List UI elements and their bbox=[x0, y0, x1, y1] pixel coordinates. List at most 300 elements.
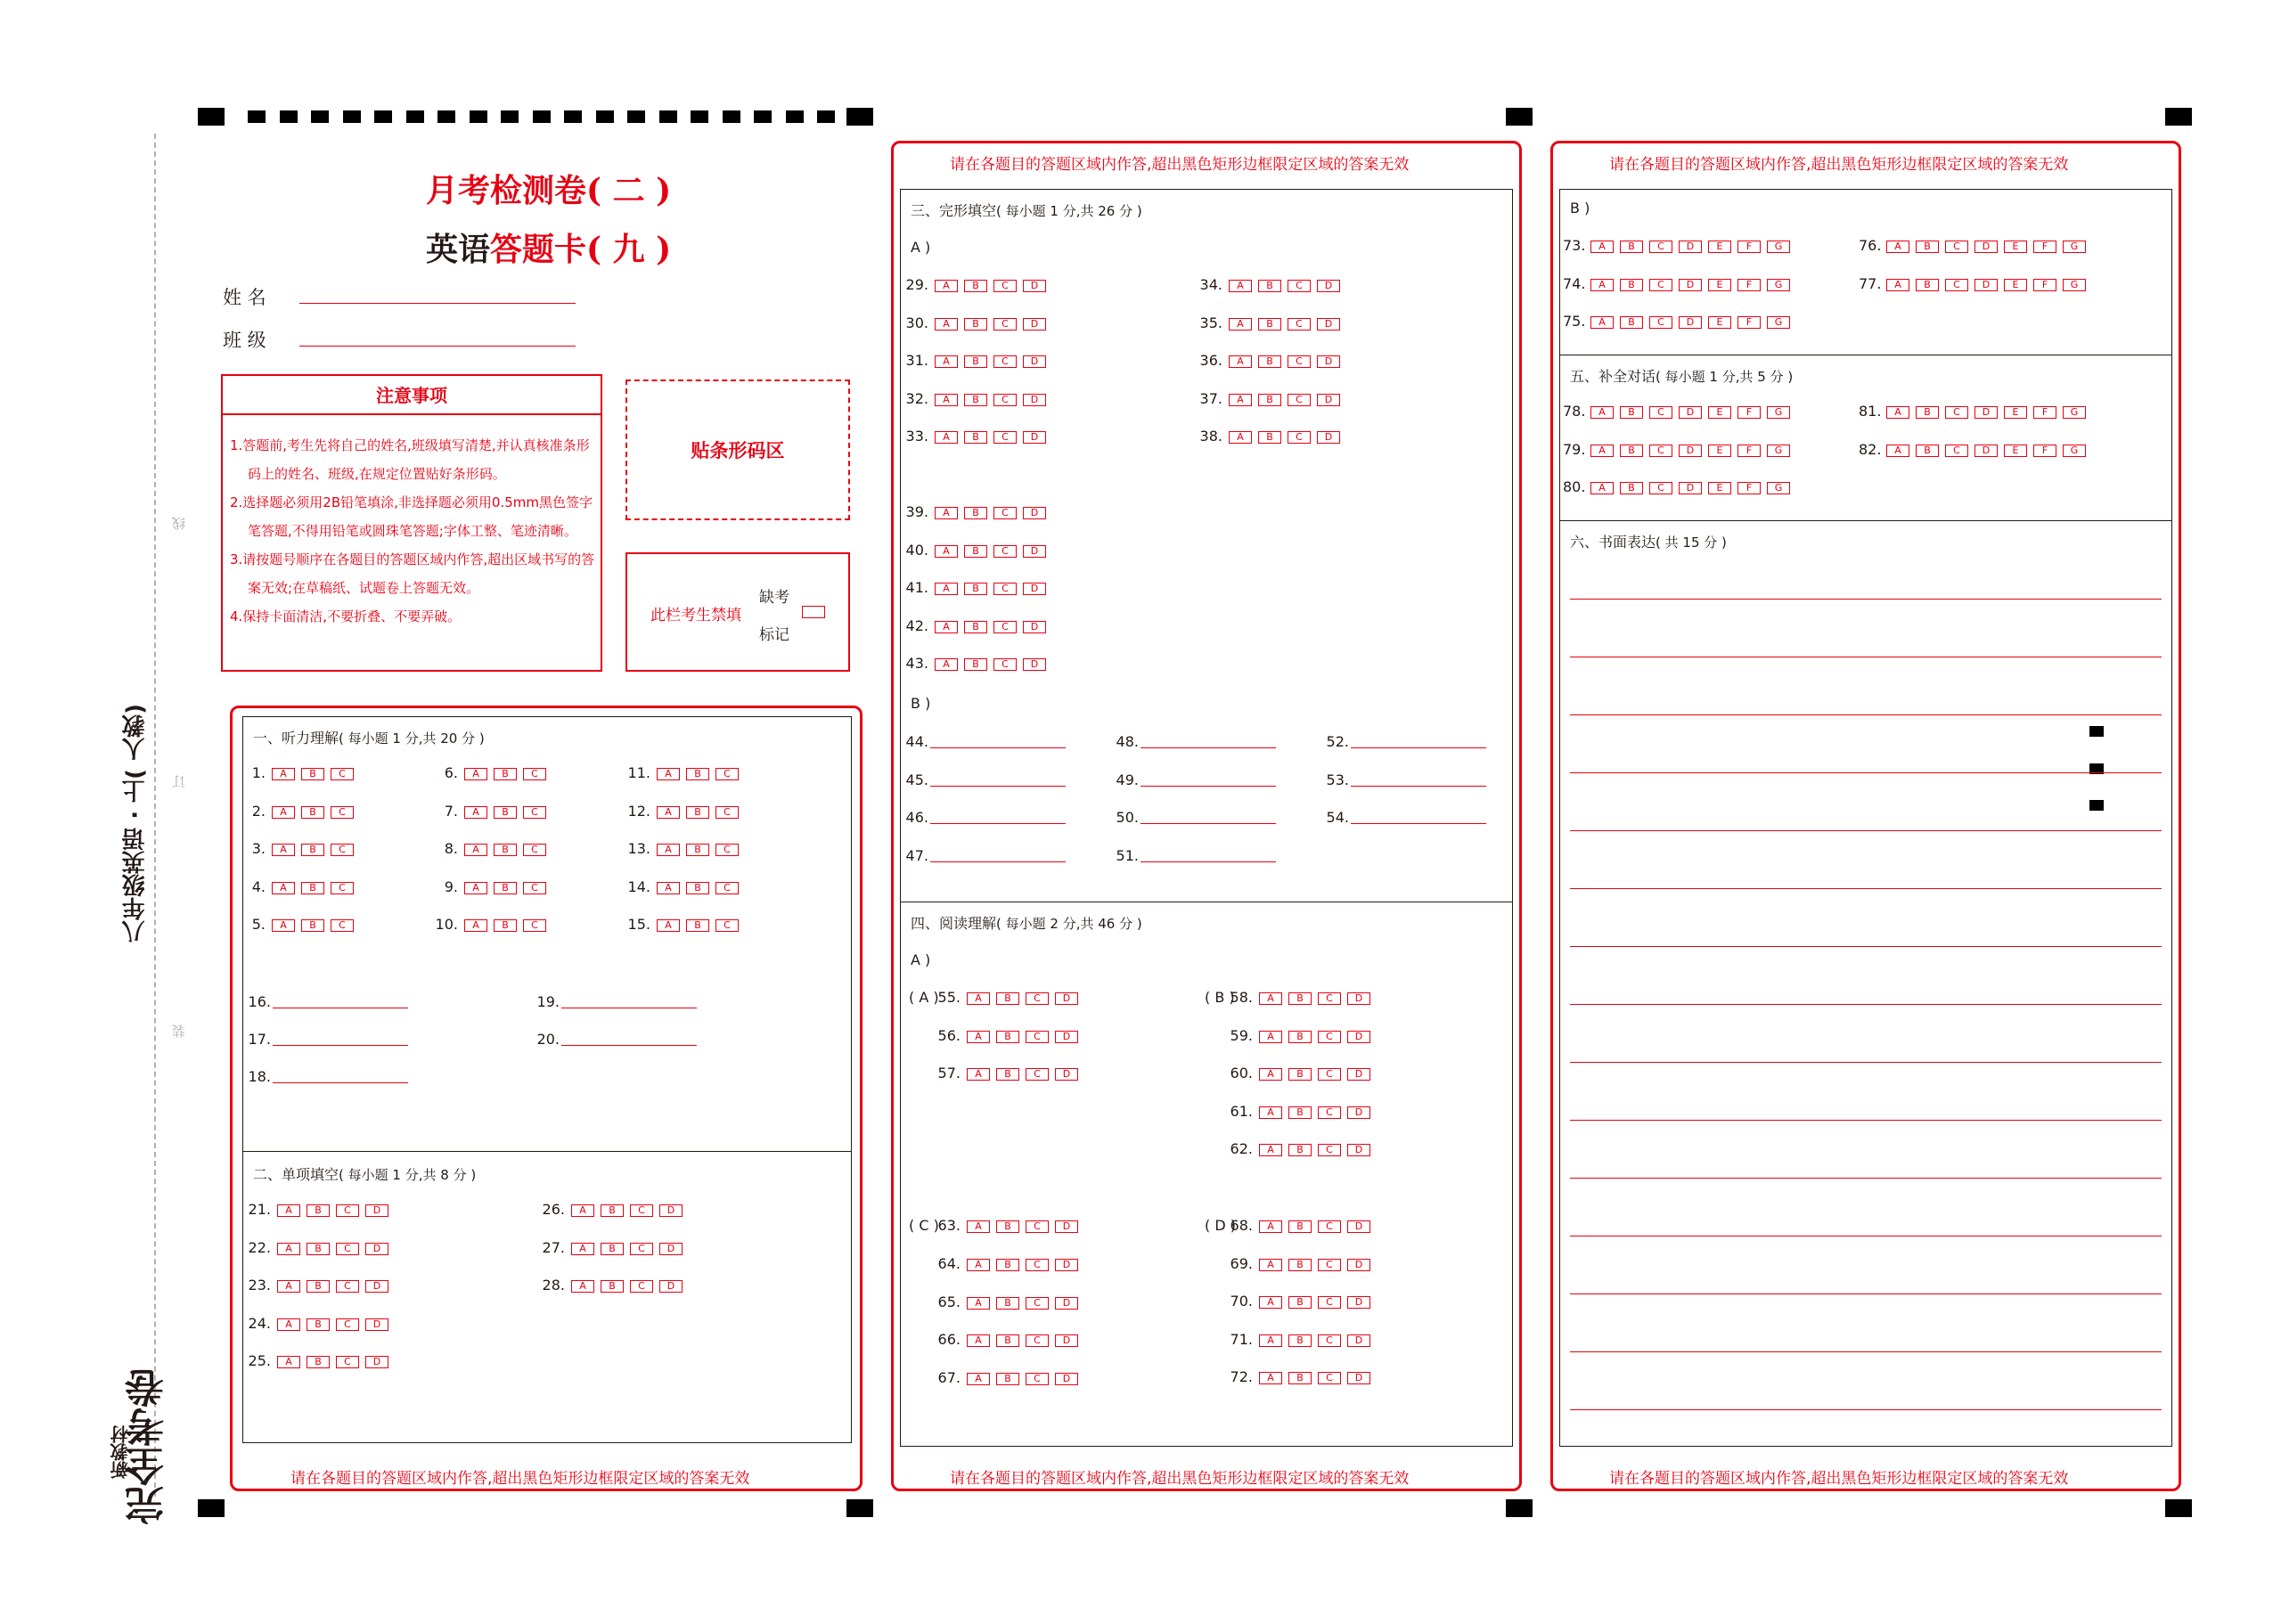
option-bubble-A[interactable]: A bbox=[1259, 1144, 1282, 1156]
option-bubble-E[interactable]: E bbox=[1708, 482, 1731, 494]
option-bubble-C[interactable]: C bbox=[1649, 279, 1672, 291]
option-bubble-C[interactable]: C bbox=[1945, 279, 1968, 291]
option-bubble-B[interactable]: B bbox=[1288, 1334, 1312, 1347]
option-bubble-C[interactable]: C bbox=[993, 583, 1017, 595]
answer-blank[interactable] bbox=[273, 992, 408, 1008]
option-bubble-G[interactable]: G bbox=[2063, 445, 2086, 457]
option-bubble-D[interactable]: D bbox=[1055, 992, 1078, 1005]
option-bubble-A[interactable]: A bbox=[272, 768, 295, 780]
option-bubble-D[interactable]: D bbox=[365, 1243, 388, 1255]
option-bubble-C[interactable]: C bbox=[1649, 406, 1672, 419]
option-bubble-F[interactable]: F bbox=[1737, 279, 1761, 291]
option-bubble-B[interactable]: B bbox=[307, 1243, 330, 1255]
option-bubble-E[interactable]: E bbox=[1708, 445, 1731, 457]
option-bubble-B[interactable]: B bbox=[1288, 1220, 1312, 1233]
option-bubble-A[interactable]: A bbox=[967, 1259, 990, 1271]
option-bubble-A[interactable]: A bbox=[1259, 1068, 1282, 1081]
option-bubble-C[interactable]: C bbox=[336, 1204, 359, 1217]
option-bubble-A[interactable]: A bbox=[464, 882, 487, 894]
option-bubble-C[interactable]: C bbox=[715, 882, 739, 894]
option-bubble-D[interactable]: D bbox=[1679, 482, 1702, 494]
option-bubble-D[interactable]: D bbox=[1347, 1259, 1370, 1271]
option-bubble-A[interactable]: A bbox=[967, 1031, 990, 1043]
writing-line[interactable] bbox=[1570, 888, 2162, 889]
name-field[interactable] bbox=[223, 283, 266, 310]
option-bubble-B[interactable]: B bbox=[494, 768, 517, 780]
answer-blank[interactable] bbox=[273, 1030, 408, 1046]
option-bubble-A[interactable]: A bbox=[1229, 394, 1252, 406]
option-bubble-A[interactable]: A bbox=[1886, 279, 1909, 291]
option-bubble-B[interactable]: B bbox=[601, 1204, 624, 1217]
option-bubble-B[interactable]: B bbox=[494, 844, 517, 856]
option-bubble-D[interactable]: D bbox=[1055, 1068, 1078, 1081]
option-bubble-C[interactable]: C bbox=[331, 806, 354, 819]
option-bubble-D[interactable]: D bbox=[1023, 583, 1046, 595]
option-bubble-B[interactable]: B bbox=[964, 431, 987, 444]
option-bubble-B[interactable]: B bbox=[1620, 279, 1643, 291]
option-bubble-D[interactable]: D bbox=[1679, 279, 1702, 291]
option-bubble-B[interactable]: B bbox=[964, 318, 987, 331]
option-bubble-D[interactable]: D bbox=[1055, 1297, 1078, 1310]
option-bubble-B[interactable]: B bbox=[494, 919, 517, 932]
writing-line[interactable] bbox=[1570, 1120, 2162, 1121]
option-bubble-A[interactable]: A bbox=[571, 1280, 594, 1293]
option-bubble-E[interactable]: E bbox=[1708, 241, 1731, 253]
option-bubble-B[interactable]: B bbox=[1288, 1144, 1312, 1156]
option-bubble-B[interactable]: B bbox=[301, 844, 324, 856]
option-bubble-A[interactable]: A bbox=[1229, 355, 1252, 368]
option-bubble-A[interactable]: A bbox=[1229, 318, 1252, 331]
option-bubble-B[interactable]: B bbox=[1620, 316, 1643, 329]
option-bubble-C[interactable]: C bbox=[993, 355, 1017, 368]
option-bubble-A[interactable]: A bbox=[1886, 445, 1909, 457]
option-bubble-B[interactable]: B bbox=[1916, 241, 1939, 253]
option-bubble-B[interactable]: B bbox=[1288, 992, 1312, 1005]
option-bubble-B[interactable]: B bbox=[964, 394, 987, 406]
option-bubble-D[interactable]: D bbox=[1679, 241, 1702, 253]
option-bubble-B[interactable]: B bbox=[1288, 1296, 1312, 1309]
option-bubble-A[interactable]: A bbox=[272, 806, 295, 819]
option-bubble-B[interactable]: B bbox=[964, 658, 987, 671]
option-bubble-C[interactable]: C bbox=[331, 768, 354, 780]
option-bubble-A[interactable]: A bbox=[935, 355, 958, 368]
option-bubble-A[interactable]: A bbox=[1590, 279, 1614, 291]
option-bubble-D[interactable]: D bbox=[1347, 1106, 1370, 1119]
answer-blank[interactable] bbox=[1140, 732, 1276, 748]
option-bubble-D[interactable]: D bbox=[659, 1280, 683, 1293]
option-bubble-C[interactable]: C bbox=[993, 431, 1017, 444]
option-bubble-A[interactable]: A bbox=[464, 919, 487, 932]
answer-blank[interactable] bbox=[1140, 846, 1276, 862]
option-bubble-A[interactable]: A bbox=[657, 882, 680, 894]
option-bubble-G[interactable]: G bbox=[1767, 482, 1790, 494]
option-bubble-C[interactable]: C bbox=[993, 658, 1017, 671]
writing-line[interactable] bbox=[1570, 1062, 2162, 1063]
option-bubble-B[interactable]: B bbox=[1620, 406, 1643, 419]
option-bubble-D[interactable]: D bbox=[1347, 1031, 1370, 1043]
option-bubble-C[interactable]: C bbox=[993, 318, 1017, 331]
option-bubble-C[interactable]: C bbox=[993, 545, 1017, 558]
option-bubble-E[interactable]: E bbox=[2004, 241, 2027, 253]
option-bubble-C[interactable]: C bbox=[1649, 445, 1672, 457]
option-bubble-D[interactable]: D bbox=[1679, 406, 1702, 419]
option-bubble-C[interactable]: C bbox=[1288, 431, 1311, 444]
option-bubble-F[interactable]: F bbox=[1737, 406, 1761, 419]
option-bubble-D[interactable]: D bbox=[1055, 1259, 1078, 1271]
option-bubble-C[interactable]: C bbox=[1318, 1334, 1341, 1347]
class-field[interactable] bbox=[223, 326, 266, 353]
option-bubble-B[interactable]: B bbox=[686, 919, 709, 932]
option-bubble-A[interactable]: A bbox=[1886, 241, 1909, 253]
option-bubble-B[interactable]: B bbox=[1620, 241, 1643, 253]
option-bubble-C[interactable]: C bbox=[331, 919, 354, 932]
option-bubble-C[interactable]: C bbox=[1318, 1106, 1341, 1119]
writing-line[interactable] bbox=[1570, 599, 2162, 600]
option-bubble-F[interactable]: F bbox=[1737, 316, 1761, 329]
option-bubble-B[interactable]: B bbox=[1258, 394, 1281, 406]
option-bubble-F[interactable]: F bbox=[2033, 406, 2056, 419]
option-bubble-D[interactable]: D bbox=[1055, 1334, 1078, 1347]
option-bubble-C[interactable]: C bbox=[1026, 1297, 1049, 1310]
option-bubble-G[interactable]: G bbox=[2063, 279, 2086, 291]
option-bubble-A[interactable]: A bbox=[967, 1373, 990, 1385]
option-bubble-G[interactable]: G bbox=[1767, 241, 1790, 253]
option-bubble-B[interactable]: B bbox=[301, 768, 324, 780]
option-bubble-G[interactable]: G bbox=[1767, 406, 1790, 419]
option-bubble-D[interactable]: D bbox=[1023, 355, 1046, 368]
option-bubble-A[interactable]: A bbox=[1590, 316, 1614, 329]
option-bubble-A[interactable]: A bbox=[657, 919, 680, 932]
option-bubble-C[interactable]: C bbox=[336, 1280, 359, 1293]
writing-line[interactable] bbox=[1570, 714, 2162, 715]
option-bubble-G[interactable]: G bbox=[1767, 279, 1790, 291]
option-bubble-G[interactable]: G bbox=[2063, 241, 2086, 253]
option-bubble-A[interactable]: A bbox=[277, 1280, 300, 1293]
option-bubble-B[interactable]: B bbox=[964, 280, 987, 292]
option-bubble-C[interactable]: C bbox=[1649, 482, 1672, 494]
option-bubble-D[interactable]: D bbox=[1347, 1144, 1370, 1156]
option-bubble-A[interactable]: A bbox=[277, 1356, 300, 1368]
option-bubble-B[interactable]: B bbox=[996, 1259, 1019, 1271]
option-bubble-B[interactable]: B bbox=[996, 1031, 1019, 1043]
option-bubble-B[interactable]: B bbox=[686, 882, 709, 894]
option-bubble-C[interactable]: C bbox=[1026, 1334, 1049, 1347]
option-bubble-E[interactable]: E bbox=[2004, 279, 2027, 291]
option-bubble-D[interactable]: D bbox=[1679, 316, 1702, 329]
option-bubble-A[interactable]: A bbox=[1259, 1259, 1282, 1271]
option-bubble-B[interactable]: B bbox=[1288, 1068, 1312, 1081]
answer-blank[interactable] bbox=[561, 992, 697, 1008]
option-bubble-C[interactable]: C bbox=[1318, 1220, 1341, 1233]
option-bubble-E[interactable]: E bbox=[1708, 406, 1731, 419]
option-bubble-B[interactable]: B bbox=[301, 919, 324, 932]
option-bubble-A[interactable]: A bbox=[277, 1243, 300, 1255]
option-bubble-D[interactable]: D bbox=[1974, 406, 1998, 419]
option-bubble-A[interactable]: A bbox=[571, 1204, 594, 1217]
option-bubble-C[interactable]: C bbox=[993, 621, 1017, 633]
option-bubble-C[interactable]: C bbox=[1026, 1220, 1049, 1233]
option-bubble-A[interactable]: A bbox=[935, 507, 958, 519]
option-bubble-B[interactable]: B bbox=[686, 844, 709, 856]
option-bubble-B[interactable]: B bbox=[996, 1068, 1019, 1081]
option-bubble-C[interactable]: C bbox=[1026, 1259, 1049, 1271]
option-bubble-B[interactable]: B bbox=[494, 882, 517, 894]
option-bubble-F[interactable]: F bbox=[1737, 241, 1761, 253]
option-bubble-A[interactable]: A bbox=[464, 768, 487, 780]
option-bubble-C[interactable]: C bbox=[1318, 1259, 1341, 1271]
option-bubble-C[interactable]: C bbox=[336, 1243, 359, 1255]
option-bubble-B[interactable]: B bbox=[1288, 1372, 1312, 1384]
option-bubble-A[interactable]: A bbox=[935, 658, 958, 671]
option-bubble-C[interactable]: C bbox=[1318, 1031, 1341, 1043]
option-bubble-A[interactable]: A bbox=[464, 844, 487, 856]
option-bubble-C[interactable]: C bbox=[1288, 394, 1311, 406]
option-bubble-B[interactable]: B bbox=[307, 1356, 330, 1368]
writing-line[interactable] bbox=[1570, 830, 2162, 831]
option-bubble-C[interactable]: C bbox=[1318, 1068, 1341, 1081]
option-bubble-A[interactable]: A bbox=[935, 431, 958, 444]
option-bubble-B[interactable]: B bbox=[686, 806, 709, 819]
writing-line[interactable] bbox=[1570, 1178, 2162, 1179]
option-bubble-A[interactable]: A bbox=[967, 1334, 990, 1347]
option-bubble-D[interactable]: D bbox=[1317, 355, 1340, 368]
option-bubble-C[interactable]: C bbox=[1026, 1373, 1049, 1385]
option-bubble-C[interactable]: C bbox=[715, 844, 739, 856]
option-bubble-D[interactable]: D bbox=[1347, 992, 1370, 1005]
option-bubble-D[interactable]: D bbox=[1023, 280, 1046, 292]
option-bubble-B[interactable]: B bbox=[1916, 406, 1939, 419]
option-bubble-C[interactable]: C bbox=[1318, 1372, 1341, 1384]
writing-line[interactable] bbox=[1570, 1293, 2162, 1294]
writing-line[interactable] bbox=[1570, 1409, 2162, 1410]
answer-blank[interactable] bbox=[561, 1030, 697, 1046]
option-bubble-A[interactable]: A bbox=[272, 844, 295, 856]
option-bubble-C[interactable]: C bbox=[630, 1280, 653, 1293]
option-bubble-B[interactable]: B bbox=[964, 545, 987, 558]
option-bubble-F[interactable]: F bbox=[2033, 279, 2056, 291]
option-bubble-D[interactable]: D bbox=[365, 1204, 388, 1217]
option-bubble-C[interactable]: C bbox=[1649, 316, 1672, 329]
option-bubble-C[interactable]: C bbox=[993, 507, 1017, 519]
option-bubble-C[interactable]: C bbox=[1318, 992, 1341, 1005]
option-bubble-B[interactable]: B bbox=[601, 1280, 624, 1293]
option-bubble-C[interactable]: C bbox=[1288, 318, 1311, 331]
option-bubble-B[interactable]: B bbox=[996, 1297, 1019, 1310]
option-bubble-C[interactable]: C bbox=[336, 1356, 359, 1368]
option-bubble-A[interactable]: A bbox=[935, 545, 958, 558]
option-bubble-D[interactable]: D bbox=[365, 1356, 388, 1368]
option-bubble-A[interactable]: A bbox=[1229, 431, 1252, 444]
option-bubble-A[interactable]: A bbox=[1259, 1106, 1282, 1119]
option-bubble-B[interactable]: B bbox=[1258, 280, 1281, 292]
option-bubble-A[interactable]: A bbox=[277, 1204, 300, 1217]
option-bubble-A[interactable]: A bbox=[1590, 445, 1614, 457]
option-bubble-A[interactable]: A bbox=[1259, 1334, 1282, 1347]
option-bubble-D[interactable]: D bbox=[1974, 241, 1998, 253]
option-bubble-B[interactable]: B bbox=[1620, 445, 1643, 457]
option-bubble-B[interactable]: B bbox=[494, 806, 517, 819]
option-bubble-A[interactable]: A bbox=[935, 621, 958, 633]
option-bubble-E[interactable]: E bbox=[2004, 406, 2027, 419]
option-bubble-E[interactable]: E bbox=[1708, 316, 1731, 329]
option-bubble-C[interactable]: C bbox=[523, 844, 546, 856]
option-bubble-D[interactable]: D bbox=[1974, 279, 1998, 291]
option-bubble-A[interactable]: A bbox=[1259, 1220, 1282, 1233]
option-bubble-A[interactable]: A bbox=[967, 992, 990, 1005]
option-bubble-C[interactable]: C bbox=[523, 768, 546, 780]
option-bubble-C[interactable]: C bbox=[1945, 406, 1968, 419]
option-bubble-F[interactable]: F bbox=[1737, 482, 1761, 494]
option-bubble-D[interactable]: D bbox=[365, 1318, 388, 1331]
option-bubble-C[interactable]: C bbox=[336, 1318, 359, 1331]
option-bubble-C[interactable]: C bbox=[1945, 241, 1968, 253]
option-bubble-D[interactable]: D bbox=[1679, 445, 1702, 457]
option-bubble-D[interactable]: D bbox=[1347, 1220, 1370, 1233]
option-bubble-A[interactable]: A bbox=[967, 1068, 990, 1081]
option-bubble-B[interactable]: B bbox=[964, 507, 987, 519]
option-bubble-C[interactable]: C bbox=[1945, 445, 1968, 457]
option-bubble-F[interactable]: F bbox=[2033, 241, 2056, 253]
option-bubble-G[interactable]: G bbox=[1767, 445, 1790, 457]
option-bubble-C[interactable]: C bbox=[715, 768, 739, 780]
option-bubble-D[interactable]: D bbox=[1023, 507, 1046, 519]
option-bubble-A[interactable]: A bbox=[1590, 482, 1614, 494]
option-bubble-D[interactable]: D bbox=[1317, 318, 1340, 331]
option-bubble-A[interactable]: A bbox=[1259, 1372, 1282, 1384]
answer-blank[interactable] bbox=[930, 846, 1066, 862]
option-bubble-A[interactable]: A bbox=[1259, 1296, 1282, 1309]
option-bubble-B[interactable]: B bbox=[1916, 445, 1939, 457]
option-bubble-A[interactable]: A bbox=[464, 806, 487, 819]
option-bubble-D[interactable]: D bbox=[1347, 1372, 1370, 1384]
option-bubble-C[interactable]: C bbox=[993, 280, 1017, 292]
option-bubble-C[interactable]: C bbox=[523, 806, 546, 819]
option-bubble-B[interactable]: B bbox=[996, 1220, 1019, 1233]
option-bubble-C[interactable]: C bbox=[715, 919, 739, 932]
writing-line[interactable] bbox=[1570, 772, 2162, 773]
option-bubble-A[interactable]: A bbox=[272, 882, 295, 894]
option-bubble-B[interactable]: B bbox=[301, 882, 324, 894]
option-bubble-B[interactable]: B bbox=[301, 806, 324, 819]
option-bubble-C[interactable]: C bbox=[715, 806, 739, 819]
option-bubble-A[interactable]: A bbox=[967, 1220, 990, 1233]
option-bubble-C[interactable]: C bbox=[1026, 1031, 1049, 1043]
option-bubble-A[interactable]: A bbox=[657, 844, 680, 856]
option-bubble-B[interactable]: B bbox=[1288, 1031, 1312, 1043]
option-bubble-A[interactable]: A bbox=[571, 1243, 594, 1255]
option-bubble-D[interactable]: D bbox=[1023, 621, 1046, 633]
option-bubble-D[interactable]: D bbox=[1023, 545, 1046, 558]
answer-blank[interactable] bbox=[1351, 771, 1486, 787]
writing-line[interactable] bbox=[1570, 1004, 2162, 1005]
option-bubble-B[interactable]: B bbox=[996, 1373, 1019, 1385]
option-bubble-C[interactable]: C bbox=[523, 882, 546, 894]
option-bubble-A[interactable]: A bbox=[1590, 241, 1614, 253]
option-bubble-D[interactable]: D bbox=[365, 1280, 388, 1293]
option-bubble-D[interactable]: D bbox=[1347, 1334, 1370, 1347]
answer-blank[interactable] bbox=[930, 771, 1066, 787]
option-bubble-D[interactable]: D bbox=[1055, 1373, 1078, 1385]
option-bubble-B[interactable]: B bbox=[964, 583, 987, 595]
option-bubble-D[interactable]: D bbox=[659, 1243, 683, 1255]
option-bubble-D[interactable]: D bbox=[1023, 658, 1046, 671]
option-bubble-B[interactable]: B bbox=[1288, 1259, 1312, 1271]
option-bubble-C[interactable]: C bbox=[1649, 241, 1672, 253]
option-bubble-A[interactable]: A bbox=[657, 768, 680, 780]
option-bubble-B[interactable]: B bbox=[964, 355, 987, 368]
option-bubble-A[interactable]: A bbox=[1259, 992, 1282, 1005]
option-bubble-C[interactable]: C bbox=[993, 394, 1017, 406]
option-bubble-D[interactable]: D bbox=[1023, 394, 1046, 406]
answer-blank[interactable] bbox=[1140, 771, 1276, 787]
option-bubble-C[interactable]: C bbox=[1026, 1068, 1049, 1081]
option-bubble-B[interactable]: B bbox=[307, 1204, 330, 1217]
option-bubble-B[interactable]: B bbox=[1258, 431, 1281, 444]
option-bubble-F[interactable]: F bbox=[1737, 445, 1761, 457]
option-bubble-B[interactable]: B bbox=[1288, 1106, 1312, 1119]
option-bubble-D[interactable]: D bbox=[1317, 280, 1340, 292]
option-bubble-A[interactable]: A bbox=[277, 1318, 300, 1331]
option-bubble-F[interactable]: F bbox=[2033, 445, 2056, 457]
option-bubble-C[interactable]: C bbox=[331, 882, 354, 894]
option-bubble-B[interactable]: B bbox=[307, 1318, 330, 1331]
option-bubble-G[interactable]: G bbox=[1767, 316, 1790, 329]
option-bubble-D[interactable]: D bbox=[1055, 1031, 1078, 1043]
option-bubble-A[interactable]: A bbox=[1886, 406, 1909, 419]
writing-line[interactable] bbox=[1570, 1351, 2162, 1352]
option-bubble-E[interactable]: E bbox=[2004, 445, 2027, 457]
option-bubble-C[interactable]: C bbox=[1318, 1144, 1341, 1156]
option-bubble-B[interactable]: B bbox=[996, 1334, 1019, 1347]
option-bubble-D[interactable]: D bbox=[1347, 1068, 1370, 1081]
answer-blank[interactable] bbox=[1140, 808, 1276, 824]
answer-blank[interactable] bbox=[930, 808, 1066, 824]
option-bubble-D[interactable]: D bbox=[1317, 394, 1340, 406]
option-bubble-C[interactable]: C bbox=[1318, 1296, 1341, 1309]
option-bubble-A[interactable]: A bbox=[935, 394, 958, 406]
option-bubble-D[interactable]: D bbox=[1317, 431, 1340, 444]
option-bubble-C[interactable]: C bbox=[1288, 355, 1311, 368]
option-bubble-A[interactable]: A bbox=[1590, 406, 1614, 419]
option-bubble-A[interactable]: A bbox=[1259, 1031, 1282, 1043]
option-bubble-B[interactable]: B bbox=[964, 621, 987, 633]
option-bubble-A[interactable]: A bbox=[1229, 280, 1252, 292]
option-bubble-A[interactable]: A bbox=[967, 1297, 990, 1310]
option-bubble-C[interactable]: C bbox=[630, 1243, 653, 1255]
option-bubble-B[interactable]: B bbox=[996, 992, 1019, 1005]
option-bubble-B[interactable]: B bbox=[686, 768, 709, 780]
option-bubble-C[interactable]: C bbox=[630, 1204, 653, 1217]
option-bubble-D[interactable]: D bbox=[1347, 1296, 1370, 1309]
option-bubble-B[interactable]: B bbox=[307, 1280, 330, 1293]
option-bubble-D[interactable]: D bbox=[1974, 445, 1998, 457]
option-bubble-G[interactable]: G bbox=[2063, 406, 2086, 419]
option-bubble-B[interactable]: B bbox=[1258, 355, 1281, 368]
option-bubble-C[interactable]: C bbox=[523, 919, 546, 932]
option-bubble-A[interactable]: A bbox=[935, 318, 958, 331]
option-bubble-C[interactable]: C bbox=[1288, 280, 1311, 292]
option-bubble-D[interactable]: D bbox=[1055, 1220, 1078, 1233]
option-bubble-C[interactable]: C bbox=[1026, 992, 1049, 1005]
answer-blank[interactable] bbox=[273, 1067, 408, 1083]
option-bubble-D[interactable]: D bbox=[1023, 318, 1046, 331]
option-bubble-D[interactable]: D bbox=[659, 1204, 683, 1217]
option-bubble-A[interactable]: A bbox=[935, 280, 958, 292]
option-bubble-A[interactable]: A bbox=[272, 919, 295, 932]
absent-checkbox[interactable] bbox=[802, 606, 825, 618]
answer-blank[interactable] bbox=[1351, 732, 1486, 748]
option-bubble-C[interactable]: C bbox=[331, 844, 354, 856]
